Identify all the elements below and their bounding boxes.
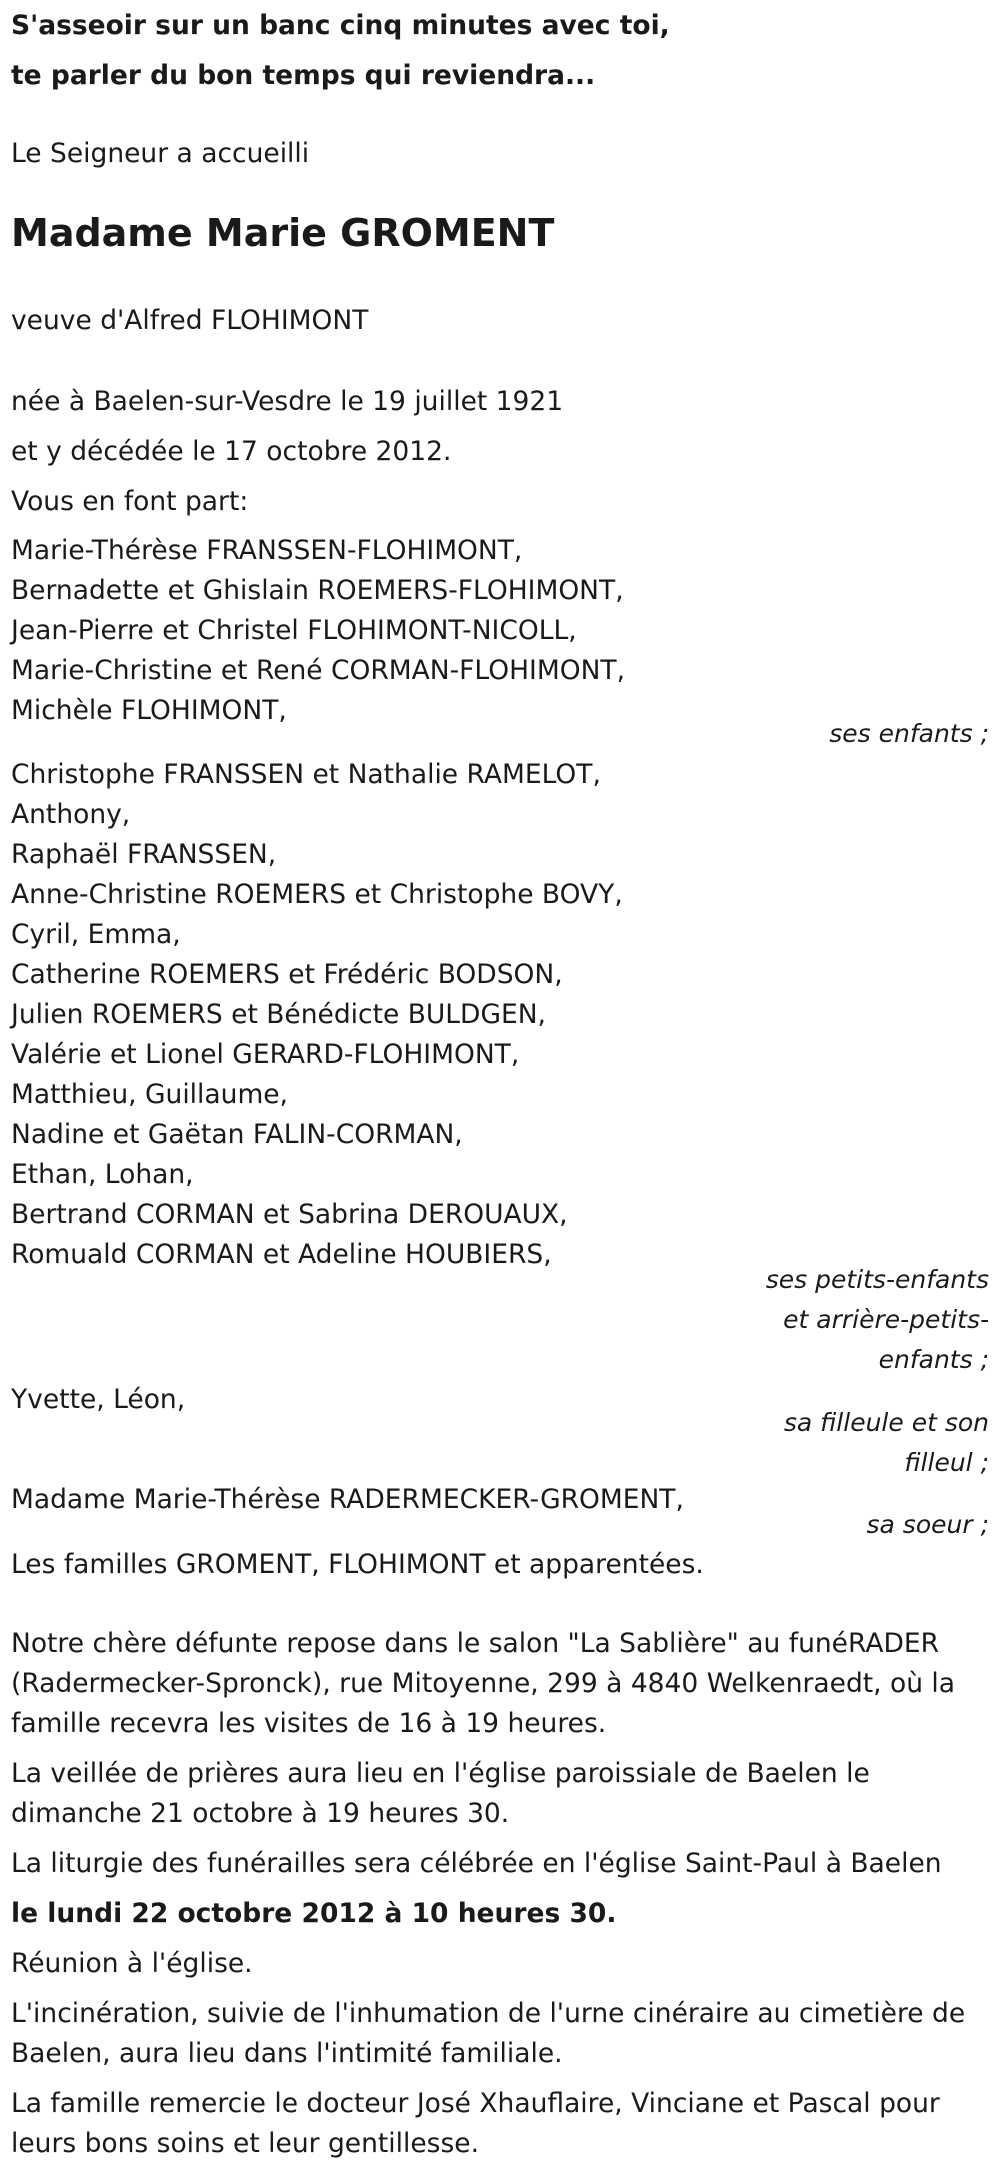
grandchild-name: Bertrand CORMAN et Sabrina DEROUAUX, [11, 1199, 568, 1230]
grandchild-name: Raphaël FRANSSEN, [11, 839, 277, 870]
child-name: Jean-Pierre et Christel FLOHIMONT-NICOLL, [11, 615, 577, 646]
birth-line: née à Baelen-sur-Vesdre le 19 juillet 1921 [11, 386, 564, 417]
intro-text: Le Seigneur a accueilli [11, 138, 310, 169]
grandchild-name: Anne-Christine ROEMERS et Christophe BOVY, [11, 879, 623, 910]
death-line: et y décédée le 17 octobre 2012. [11, 436, 452, 467]
epitaph-line-2: te parler du bon temps qui reviendra... [11, 60, 596, 91]
child-name: Marie-Christine et René CORMAN-FLOHIMONT, [11, 655, 626, 686]
cremation-line: Baelen, aura lieu dans l'intimité familiale. [11, 2038, 563, 2069]
families-line: Les familles GROMENT, FLOHIMONT et apparentées. [11, 1549, 704, 1580]
epitaph-line-1: S'asseoir sur un banc cinq minutes avec toi, [11, 10, 670, 41]
children-role: ses enfants ; [829, 719, 989, 748]
liturgy-date: le lundi 22 octobre 2012 à 10 heures 30. [11, 1898, 617, 1929]
grandchild-name: Anthony, [11, 799, 131, 830]
grandchildren-role: enfants ; [878, 1345, 989, 1374]
child-name: Marie-Thérèse FRANSSEN-FLOHIMONT, [11, 535, 523, 566]
grandchild-name: Matthieu, Guillaume, [11, 1079, 288, 1110]
rest-info-line: famille recevra les visites de 16 à 19 heures. [11, 1708, 607, 1739]
deceased-name: Madame Marie GROMENT [11, 211, 555, 255]
rest-info-line: Notre chère défunte repose dans le salon "La Sablière" au funéRADER [11, 1628, 940, 1659]
godchildren-role: filleul ; [904, 1448, 989, 1477]
announce-line: Vous en font part: [11, 486, 249, 517]
grandchildren-role: ses petits-enfants [765, 1265, 989, 1294]
grandchild-name: Julien ROEMERS et Bénédicte BULDGEN, [11, 999, 546, 1030]
grandchild-name: Nadine et Gaëtan FALIN-CORMAN, [11, 1119, 463, 1150]
liturgy-line: La liturgie des funérailles sera célébrée en l'église Saint-Paul à Baelen [11, 1848, 942, 1879]
widow-of: veuve d'Alfred FLOHIMONT [11, 305, 369, 336]
godchildren-names: Yvette, Léon, [11, 1384, 186, 1415]
cremation-line: L'incinération, suivie de l'inhumation de l'urne cinéraire au cimetière de [11, 1998, 966, 2029]
rest-info-line: (Radermecker-Spronck), rue Mitoyenne, 299 à 4840 Welkenraedt, où la [11, 1668, 956, 1699]
grandchildren-role: et arrière-petits- [783, 1305, 989, 1334]
vigil-line: dimanche 21 octobre à 19 heures 30. [11, 1798, 510, 1829]
grandchild-name: Valérie et Lionel GERARD-FLOHIMONT, [11, 1039, 520, 1070]
sister-name: Madame Marie-Thérèse RADERMECKER-GROMENT, [11, 1484, 684, 1515]
grandchild-name: Romuald CORMAN et Adeline HOUBIERS, [11, 1239, 552, 1270]
grandchild-name: Catherine ROEMERS et Frédéric BODSON, [11, 959, 563, 990]
grandchild-name: Cyril, Emma, [11, 919, 181, 950]
thanks-line: La famille remercie le docteur José Xhauflaire, Vinciane et Pascal pour [11, 2088, 940, 2119]
grandchild-name: Ethan, Lohan, [11, 1159, 194, 1190]
child-name: Michèle FLOHIMONT, [11, 695, 287, 726]
grandchild-name: Christophe FRANSSEN et Nathalie RAMELOT, [11, 759, 601, 790]
sister-role: sa soeur ; [866, 1510, 989, 1539]
godchildren-role: sa filleule et son [783, 1408, 989, 1437]
vigil-line: La veillée de prières aura lieu en l'église paroissiale de Baelen le [11, 1758, 870, 1789]
meeting-line: Réunion à l'église. [11, 1948, 253, 1979]
thanks-line: leurs bons soins et leur gentillesse. [11, 2128, 479, 2159]
child-name: Bernadette et Ghislain ROEMERS-FLOHIMONT, [11, 575, 624, 606]
